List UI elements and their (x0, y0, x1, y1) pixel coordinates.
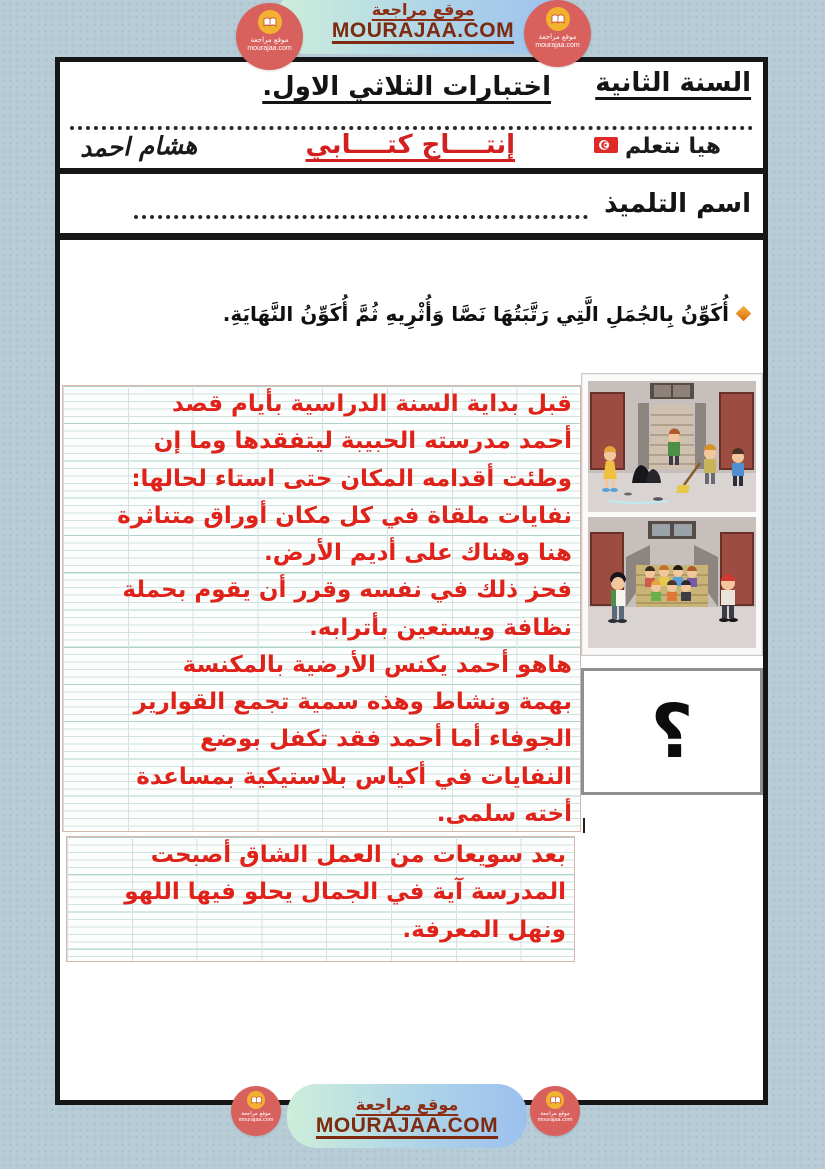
site-title-url: MOURAJAA.COM (331, 18, 515, 42)
logo-text-arabic: موقع مراجعة (241, 1111, 271, 1117)
diamond-bullet-icon (736, 306, 752, 322)
story-illustration (581, 373, 763, 656)
story-text-block-2 (66, 836, 575, 962)
story-line: هاهو أحمد يكنس الأرضية بالمكنسة (182, 651, 572, 678)
site-logo-bottom-right (530, 1086, 580, 1136)
logo-text-url: mourajaa.com (537, 1117, 573, 1124)
logo-text-arabic: موقع مراجعة (250, 36, 289, 44)
student-name-row (60, 174, 763, 240)
story-line: فحز ذلك في نفسه وقرر أن يقوم بحملة (122, 577, 572, 604)
arabic-question-mark: ؟ (650, 688, 694, 775)
story-line: نفايات ملقاة في كل مكان أوراق متناثرة (117, 502, 572, 529)
exam-body (60, 240, 763, 1100)
site-logo-top-left (236, 3, 303, 70)
story-line: هنا وهناك على أديم الأرض. (263, 540, 572, 566)
logo-text-url: mourajaa.com (238, 1117, 274, 1124)
story-line: قبل بداية السنة الدراسية بأيام قصد (172, 391, 572, 417)
text-cursor-mark (583, 818, 585, 833)
book-icon (546, 7, 570, 31)
book-icon (247, 1091, 265, 1109)
logo-text-arabic: موقع مراجعة (540, 1111, 570, 1117)
logo-text-url: mourajaa.com (247, 44, 292, 52)
slogan-text: هيا نتعلم (624, 134, 721, 159)
site-title-arabic: موقع مراجعة (355, 1094, 459, 1114)
site-logo-top-right (524, 0, 591, 67)
grade-label: السنة الثانية (595, 68, 751, 98)
tunisia-flag-icon (594, 134, 618, 159)
illustration-cleaning-scene (588, 381, 756, 512)
site-banner-bottom[interactable] (287, 1084, 527, 1148)
logo-text-url: mourajaa.com (535, 41, 580, 49)
illustration-group-scene (588, 517, 756, 648)
ending-answer-box[interactable] (581, 668, 763, 795)
book-icon (546, 1091, 564, 1109)
exam-title: اختبارات الثلاثي الاول. (262, 72, 551, 102)
slogan (594, 134, 721, 159)
instruction-text: أُكَوِّنُ بِالجُمَلِ الَّتِي رَتَّبَتُهَا نَصَّا وَأُثْرِيهِ ثُمَّ أُكَوِّنُ النَّهَايَةِ. (222, 302, 729, 326)
story-line: الجوفاء أما أحمد فقد تكفل بوضع (200, 726, 572, 753)
task-instruction (223, 302, 749, 326)
story-line: أحمد مدرسته الحبيبة ليتفقدها وما إن (153, 428, 572, 455)
story-text-block-1 (62, 385, 581, 832)
teacher-signature: هشام احمد (79, 130, 198, 163)
story-line: نظافة ويستعين بأترابه. (309, 614, 572, 641)
student-name-label: اسم التلميذ (604, 188, 751, 219)
student-name-blank-line[interactable] (134, 215, 588, 219)
story-line: النفايات في أكياس بلاستيكية بمساعدة (136, 763, 572, 790)
story-line: أخته سلمى. (436, 800, 572, 827)
story-line: ونهل المعرفة. (402, 916, 566, 943)
site-logo-bottom-left (231, 1086, 281, 1136)
exam-sheet (55, 57, 768, 1105)
exam-header (60, 62, 763, 174)
story-line: وطئت أقدامه المكان حتى استاء لحالها: (131, 465, 572, 492)
site-title-url: MOURAJAA.COM (315, 1113, 499, 1137)
story-line: بهمة ونشاط وهذه سمية تجمع القوارير (133, 689, 572, 715)
story-line: المدرسة آية في الجمال يحلو فيها اللهو (124, 879, 566, 906)
subject-title: إنتــــاج كتــــابي (305, 130, 515, 160)
story-line: بعد سويعات من العمل الشاق أصبحت (150, 842, 566, 868)
logo-text-arabic: موقع مراجعة (538, 33, 577, 41)
book-icon (258, 10, 282, 34)
site-title-arabic: موقع مراجعة (371, 0, 475, 19)
